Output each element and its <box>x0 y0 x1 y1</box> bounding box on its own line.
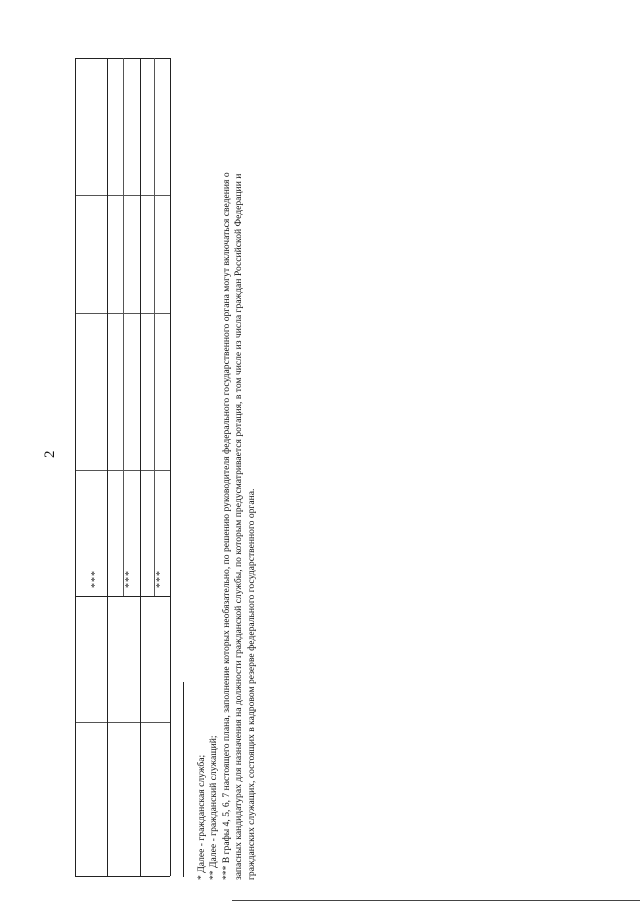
table-row-border <box>170 58 171 876</box>
footnote-2: ** Далее - гражданский служащий; <box>208 735 220 880</box>
footnote-3-line-3: гражданских служащих, состоящих в кадровом резерве федерального государственного органа. <box>245 488 257 880</box>
table-row-border <box>75 58 76 876</box>
table-row-1-mark: *** <box>90 570 101 588</box>
scan-edge-line <box>232 900 640 901</box>
table-column-divider <box>75 596 170 597</box>
table-row-border-partial <box>123 58 124 596</box>
table-row-border-partial <box>154 58 155 596</box>
table-border-bottom <box>75 876 170 877</box>
footnotes <box>196 60 258 880</box>
table-row-border <box>107 58 108 876</box>
table-row-2-mark: *** <box>124 570 135 588</box>
footnote-separator <box>183 682 184 877</box>
table-row-3-mark: *** <box>155 570 166 588</box>
footnote-3-line-1: *** В графы 4, 5, 6, 7 настоящего плана, заполнение которых необязательно, по решению руководителя федерального государственного органа могут включаться сведения о <box>220 172 232 880</box>
table-row-border <box>140 58 141 876</box>
table-column-divider <box>75 722 170 723</box>
footnote-3-line-2: запасных кандидатурах для назначения на должности гражданской службы, по которым предусматривается ротация, в том числе из числа граждан Российской Федерации и <box>233 173 245 880</box>
page-number: 2 <box>42 450 58 458</box>
footnote-1: * Далее - гражданская служба; <box>196 754 207 880</box>
